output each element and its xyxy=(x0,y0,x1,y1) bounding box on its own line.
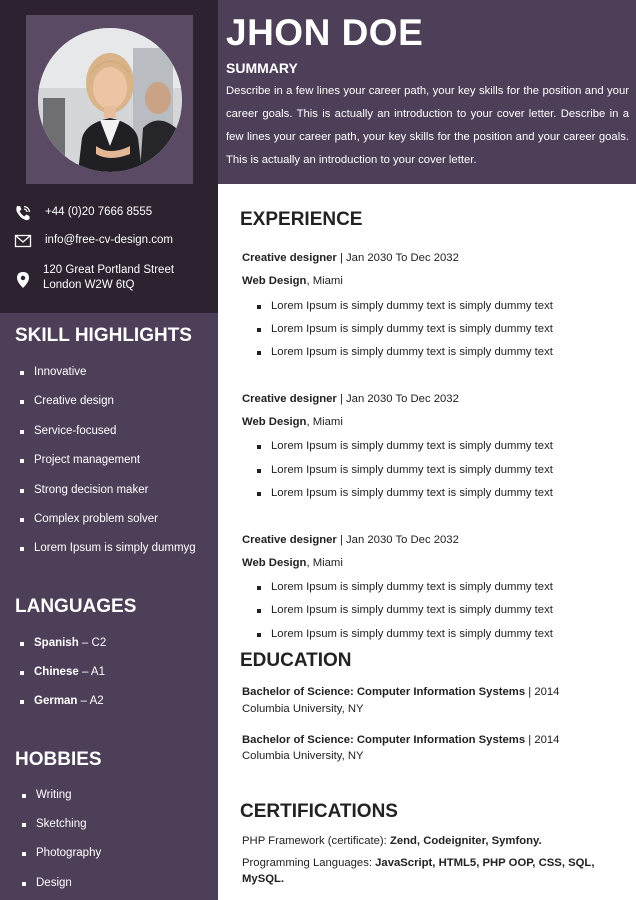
education-school: Columbia University, NY xyxy=(242,750,364,762)
header xyxy=(218,0,636,184)
education-school: Columbia University, NY xyxy=(242,703,364,715)
job-title-line: Creative designer | Jan 2030 To Dec 2032 xyxy=(242,534,459,546)
skills-heading: SKILL HIGHLIGHTS xyxy=(15,325,192,346)
summary-text: Describe in a few lines your career path, your key skills for the position and your career goals. This is actually an introduction to your cover letter. Describe in a few lines your career path, your key skills for the position and your career goals. This is actually an introduction to your cover letter. xyxy=(226,85,629,166)
job-title-line: Creative designer | Jan 2030 To Dec 2032 xyxy=(242,393,459,405)
profile-photo xyxy=(38,28,182,172)
education-heading: EDUCATION xyxy=(240,650,352,671)
phone-icon xyxy=(14,204,32,222)
photo-frame xyxy=(26,15,193,184)
sidebar-contact-panel xyxy=(0,0,218,313)
address-text xyxy=(43,263,174,293)
sidebar: +44 (0)20 7666 8555 info@free-cv-design.com 120 Great Portland Street London W2W 6tQ SKILL HIGHLIGHTS Innovative Creative design Service-focused Project management Strong decision maker Complex problem solver Lorem Ipsum is simply dummyg LANGUAGES Spanish – C2 Chinese – A1 German – A2 HOBBIES Writing Sketching Photography Design xyxy=(0,0,218,900)
address-line-1: 120 Great Portland Street xyxy=(43,264,175,276)
education-degree-line: Bachelor of Science: Computer Information Systems | 2014 xyxy=(242,686,560,698)
job-company-line: Web Design, Miami xyxy=(242,416,343,428)
address-line-2: London W2W 6tQ xyxy=(43,279,135,291)
experience-heading: EXPERIENCE xyxy=(240,209,363,230)
certifications-heading: CERTIFICATIONS xyxy=(240,801,398,822)
summary-heading: SUMMARY xyxy=(226,60,298,76)
location-pin-icon xyxy=(14,271,32,289)
job-title-line: Creative designer | Jan 2030 To Dec 2032 xyxy=(242,252,459,264)
candidate-name: JHON DOE xyxy=(226,12,424,53)
phone-text: +44 (0)20 7666 8555 xyxy=(45,206,153,218)
contact-address xyxy=(0,263,218,297)
certification-php: PHP Framework (certificate): Zend, Codeigniter, Symfony. xyxy=(242,835,542,847)
certification-languages: Programming Languages: JavaScript, HTML5, PHP OOP, CSS, SQL, MySQL. xyxy=(242,857,595,885)
contact-email xyxy=(0,232,218,250)
hobbies-heading: HOBBIES xyxy=(15,749,102,770)
email-text: info@free-cv-design.com xyxy=(45,234,173,246)
job-company-line: Web Design, Miami xyxy=(242,275,343,287)
email-icon xyxy=(14,232,32,250)
languages-heading: LANGUAGES xyxy=(15,596,137,617)
job-company-line: Web Design, Miami xyxy=(242,557,343,569)
education-degree-line: Bachelor of Science: Computer Information Systems | 2014 xyxy=(242,734,560,746)
contact-phone xyxy=(0,204,218,222)
